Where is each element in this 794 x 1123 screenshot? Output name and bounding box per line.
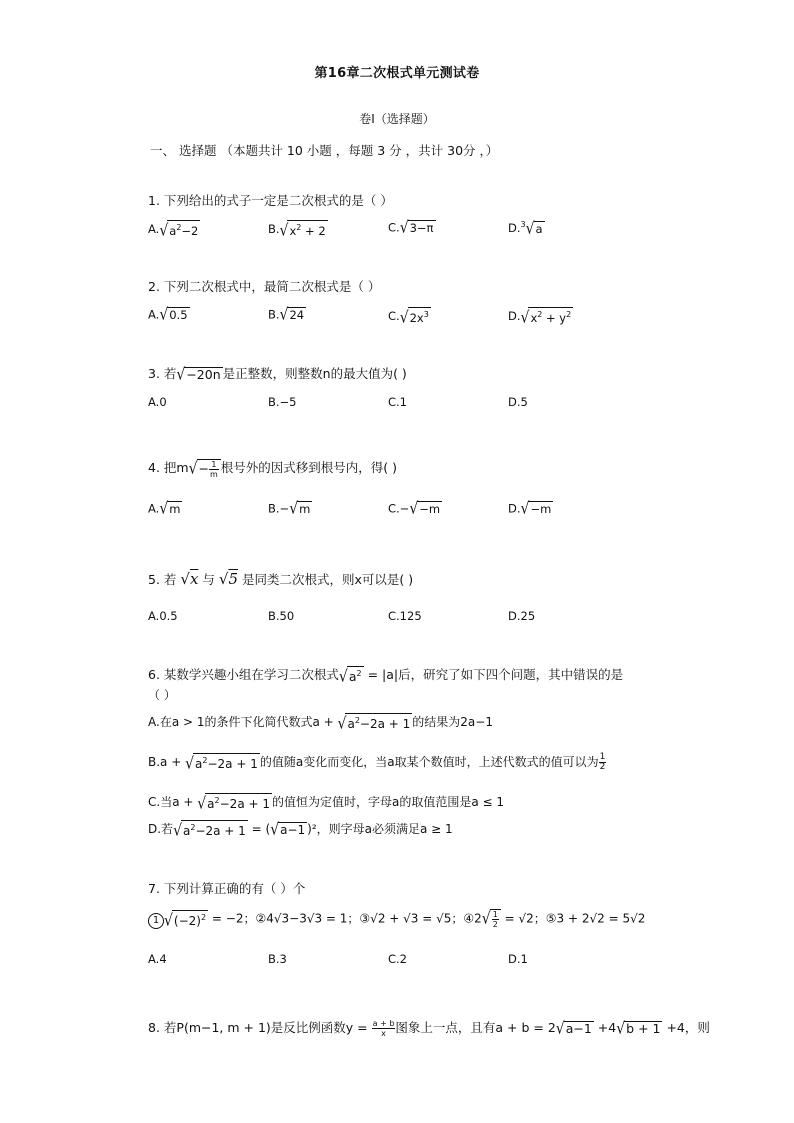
q6-option-c: C.当$a + √a^2-2a + 1$ 的值恒为定值时，字母a的取值范围是a ≤ 1	[148, 794, 505, 814]
q3-option-d: D.5	[508, 395, 528, 409]
q6-option-b: $B.a + √a^2-2a + 1$ 的值随a变化而变化，当a取某个数值时，上述代数式的值可以为 $\frac{1}{2}$	[148, 752, 606, 774]
q2-option-a: A.√0.5	[148, 305, 188, 325]
q2-option-c: $C.√2x^3$	[388, 308, 429, 328]
section-heading: 一、 选择题 （本题共计 10 小题 ，每题 3 分 ，共计 30分 ，）	[150, 143, 499, 158]
q5-option-d: D.25	[508, 609, 536, 623]
q7-option-d: D.1	[508, 952, 528, 966]
q2-option-b: B.√24	[268, 305, 305, 325]
q5-option-c: C.125	[388, 609, 422, 623]
q3-option-b: B.−5	[268, 395, 297, 409]
q7-option-c: C.2	[388, 952, 408, 966]
q4-option-b: B.−√m	[268, 499, 311, 519]
question-6: 6. 某数学兴趣小组在学习二次根式$√a^2 = |a|$后，研究了如下四个问题，其中错误的是	[148, 667, 624, 687]
question-6-line2: （ ）	[148, 688, 176, 702]
q7-option-b: B.3	[268, 952, 287, 966]
q4-option-a: A.√m	[148, 499, 181, 519]
q1-option-a: $A.√a^2-2$	[148, 221, 199, 241]
q7-statements: 1 $√(-2)^2 = -2$；②4√3−3√3 = 1；③√2 + √3 = √5；④2√ $\frac{1}{2}$ = √2；⑤3 + 2√2 = 5√2	[148, 909, 645, 929]
q3-option-a: A.0	[148, 395, 167, 409]
q5-option-b: B.50	[268, 609, 295, 623]
q7-option-a: A.4	[148, 952, 167, 966]
question-2: 2. 下列二次根式中，最简二次根式是（ ）	[148, 279, 381, 294]
question-3: 3. 若√−20n 是正整数，则整数n的最大值为( )	[148, 365, 407, 384]
q3-option-c: C.1	[388, 395, 408, 409]
question-8: 8. 若P(m−1, m + 1)是反比例函数y = $\frac{a + b}{x}$ 图象上一点，且有a + b = 2√a−1 +4√b + 1 +4，则	[148, 1019, 710, 1038]
question-5: 5. 若 √x 与 √5 是同类二次根式，则x可以是( )	[148, 570, 414, 588]
q6-option-a: A.在a > 1的条件下化简代数式$a + √a^2-2a + 1$ 的结果为2a−1	[148, 714, 493, 734]
q5-option-a: A.0.5	[148, 609, 178, 623]
question-4: 4. 把m√− $\frac{1}{m}$ 根号外的因式移到根号内，得( )	[148, 459, 398, 479]
q4-option-c: C.−√−m	[388, 499, 441, 519]
question-1: 1. 下列给出的式子一定是二次根式的是（ ）	[148, 193, 393, 208]
q6-option-d: D.若$√a^2-2a + 1 = (√a-1$ )²，则字母a必须满足a ≥ 1	[148, 820, 453, 841]
q1-option-c: C.√3−π	[388, 218, 434, 238]
q1-option-b: $B.√x^2 + 2$	[268, 221, 326, 241]
q1-option-d: D.$^3$√a	[508, 219, 543, 238]
q2-option-d: $D.√x^2 + y^2$	[508, 308, 572, 328]
q4-option-d: D.√−m	[508, 499, 552, 519]
page-title: 第16章二次根式单元测试卷	[314, 66, 480, 81]
volume-subtitle: 卷I（选择题）	[359, 112, 435, 126]
question-7: 7. 下列计算正确的有（ ）个	[148, 881, 306, 896]
